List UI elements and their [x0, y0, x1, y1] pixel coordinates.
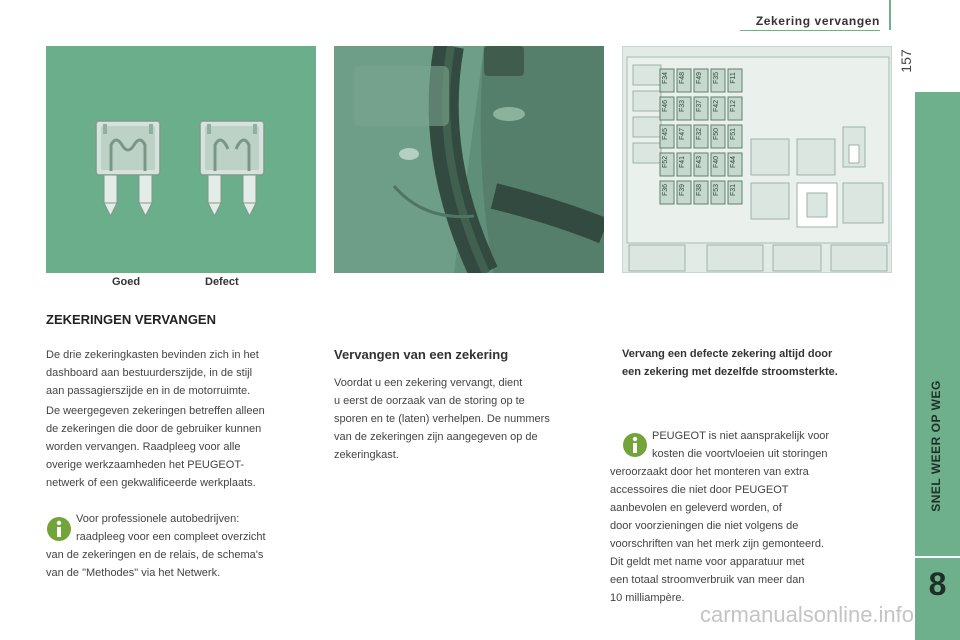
fuse-label: F50: [713, 127, 720, 141]
dashboard-drawing: [334, 46, 604, 273]
text-line: u eerst de oorzaak van de storing op te: [334, 395, 525, 407]
text-line: dashboard aan bestuurderszijde, in de stijl: [46, 367, 253, 379]
running-header: Zekering vervangen: [755, 14, 880, 28]
fuse-box-diagram: [622, 46, 892, 273]
header-rule: [740, 30, 880, 31]
text-line: van de zekeringen zijn aangegeven op de: [334, 431, 538, 443]
fuse-comparison-drawing: [46, 46, 316, 273]
fuse-label: F45: [662, 127, 669, 141]
text-line: De weergegeven zekeringen betreffen alleen: [46, 405, 265, 417]
text-line: De drie zekeringkasten bevinden zich in het: [46, 349, 259, 361]
fuse-label: F52: [662, 155, 669, 169]
text-line: worden vervangen. Raadpleeg voor alle: [46, 441, 241, 453]
good-fuse-illustration: [96, 121, 160, 216]
fuses-paragraph: [46, 402, 265, 492]
intro-paragraph: [46, 346, 259, 400]
fuse-label: F35: [713, 71, 720, 85]
text-line: zekeringkast.: [334, 449, 399, 461]
fuse-label: F38: [696, 183, 703, 197]
fuse-label: F43: [696, 155, 703, 169]
text-line: veroorzaakt door het monteren van extra: [610, 466, 809, 478]
section-title: ZEKERINGEN VERVANGEN: [46, 312, 216, 327]
defect-fuse-illustration: [200, 121, 264, 216]
text-line: van de "Methodes" via het Netwerk.: [46, 567, 221, 579]
chapter-tab-label: SNEL WEER OP WEG: [929, 380, 943, 512]
text-line: Voor professionele autobedrijven:: [76, 513, 240, 525]
chapter-number: 8: [928, 566, 947, 602]
fuse-label: F53: [713, 183, 720, 197]
watermark: carmanualsonline.info: [700, 602, 915, 627]
fuse-label: F33: [679, 99, 686, 113]
fuse-label: F31: [730, 183, 737, 197]
fuse-label: F32: [696, 127, 703, 141]
dashboard-photo: [334, 46, 604, 273]
fuse-label: F44: [730, 155, 737, 169]
fuse-comparison-illustration: [46, 46, 316, 273]
caption-good: Goed: [112, 276, 141, 288]
text-line: sporen en te (laten) verhelpen. De nummers: [334, 413, 550, 425]
warning-text: [622, 345, 838, 381]
text-line: PEUGEOT is niet aansprakelijk voor: [652, 430, 830, 442]
text-line: Vervang een defecte zekering altijd door: [622, 348, 833, 360]
text-line: aanbevolen en geleverd worden, of: [610, 502, 782, 514]
text-line: accessoires die niet door PEUGEOT: [610, 484, 789, 496]
replace-paragraph: [334, 374, 550, 464]
text-line: de zekeringen die door de gebruiker kunnen: [46, 423, 262, 435]
fuse-label: F48: [679, 71, 686, 85]
replace-subtitle: Vervangen van een zekering: [334, 347, 509, 362]
fuse-label: F40: [713, 155, 720, 169]
text-line: kosten die voortvloeien uit storingen: [652, 448, 828, 460]
chapter-tab-divider: [915, 556, 960, 558]
fuse-label: F41: [679, 155, 686, 169]
text-line: 10 milliampère.: [610, 592, 685, 604]
fuse-label: F11: [730, 72, 737, 84]
text-line: aan passagierszijde en in de motorruimte.: [46, 385, 251, 397]
fuse-label: F46: [662, 99, 669, 113]
fuse-label: F47: [679, 127, 686, 141]
text-line: door voorzieningen die niet volgens de: [610, 520, 799, 532]
fuse-label: F36: [662, 183, 669, 197]
text-line: een totaal stroomverbruik van meer dan: [610, 574, 805, 586]
fuse-label: F37: [696, 99, 703, 113]
fuse-label: F12: [730, 99, 737, 113]
text-line: netwerk of een gekwalificeerde werkplaats.: [46, 477, 256, 489]
text-line: Dit geldt met name voor apparatuur met: [610, 556, 805, 568]
caption-defect: Defect: [205, 276, 239, 288]
connector-row: [629, 245, 887, 271]
text-line: Voordat u een zekering vervangt, dient: [334, 377, 523, 389]
text-line: voorschriften van het merk zijn gemonteerd.: [610, 538, 824, 550]
fuse-label: F49: [696, 71, 703, 85]
peugeot-liability-note: [610, 427, 900, 607]
text-line: een zekering met dezelfde stroomsterkte.: [622, 366, 838, 378]
fuse-label: F39: [679, 183, 686, 197]
fuse-grid: [660, 69, 742, 204]
fuse-label: F51: [730, 127, 737, 141]
header-tick: [889, 0, 891, 30]
text-line: overige werkzaamheden het PEUGEOT-: [46, 459, 245, 471]
fuse-label: F42: [713, 99, 720, 113]
fuse-label: F34: [662, 71, 669, 85]
text-line: raadpleeg voor een compleet overzicht: [76, 531, 266, 543]
info-note-professionals: [46, 510, 316, 582]
fuse-box-drawing: [623, 47, 892, 273]
text-line: van de zekeringen en de relais, de schema's: [46, 549, 264, 561]
page-number: 157: [898, 49, 914, 73]
